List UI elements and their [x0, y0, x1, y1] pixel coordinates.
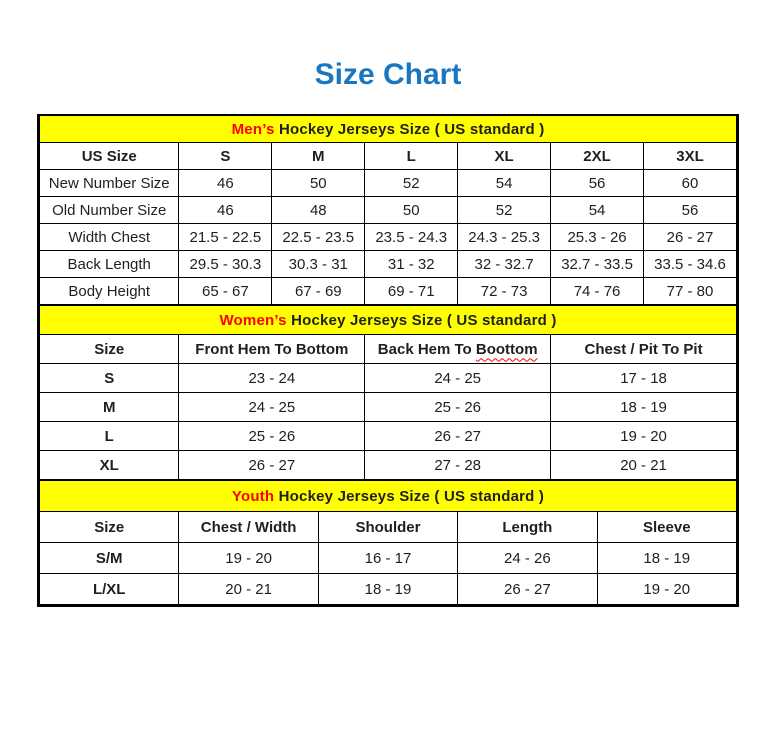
value-cell: 17 - 18: [551, 364, 737, 393]
value-cell: 30.3 - 31: [272, 251, 365, 278]
value-cell: 32.7 - 33.5: [551, 251, 644, 278]
header-cell: XL: [458, 143, 551, 170]
womens-banner-text: Hockey Jerseys Size ( US standard ): [291, 311, 557, 329]
row-label-cell: L/XL: [40, 574, 179, 605]
value-cell: 18 - 19: [551, 393, 737, 422]
womens-banner-accent-text: Women’s: [219, 311, 287, 329]
value-cell: 26 - 27: [644, 224, 737, 251]
mens-header-row: [40, 143, 737, 170]
misspelled-word: Boottom: [475, 340, 538, 358]
header-cell: M: [272, 143, 365, 170]
value-cell: 69 - 71: [365, 278, 458, 305]
value-cell: 54: [458, 170, 551, 197]
page-title: Size Chart: [314, 58, 462, 91]
womens-size-table: [39, 305, 737, 480]
table-row: [40, 393, 737, 422]
header-cell: S: [179, 143, 272, 170]
table-row: [40, 224, 737, 251]
table-row: [40, 278, 737, 305]
value-cell: 19 - 20: [551, 422, 737, 451]
row-label-cell: S: [40, 364, 179, 393]
mens-banner-accent-text: Men’s: [231, 120, 275, 138]
value-cell: 19 - 20: [179, 543, 318, 574]
value-cell: 29.5 - 30.3: [179, 251, 272, 278]
value-cell: 54: [551, 197, 644, 224]
value-cell: 22.5 - 23.5: [272, 224, 365, 251]
value-cell: 19 - 20: [597, 574, 736, 605]
value-cell: 48: [272, 197, 365, 224]
header-cell: L: [365, 143, 458, 170]
row-label-cell: Back Length: [40, 251, 179, 278]
header-cell: Size: [40, 512, 179, 543]
row-label-cell: L: [40, 422, 179, 451]
value-cell: 46: [179, 197, 272, 224]
value-cell: 18 - 19: [597, 543, 736, 574]
header-cell: Length: [458, 512, 597, 543]
row-label-cell: Width Chest: [40, 224, 179, 251]
value-cell: 26 - 27: [179, 451, 365, 480]
table-row: [40, 451, 737, 480]
youth-section-banner: [40, 481, 737, 512]
value-cell: 56: [644, 197, 737, 224]
table-row: [40, 170, 737, 197]
header-cell: US Size: [40, 143, 179, 170]
mens-section-banner: [40, 116, 737, 143]
youth-banner-accent-text: Youth: [231, 487, 275, 505]
value-cell: 60: [644, 170, 737, 197]
table-row: [40, 543, 737, 574]
row-label-cell: Body Height: [40, 278, 179, 305]
value-cell: 46: [179, 170, 272, 197]
value-cell: 23 - 24: [179, 364, 365, 393]
value-cell: 50: [272, 170, 365, 197]
value-cell: 27 - 28: [365, 451, 551, 480]
mens-size-table: [39, 116, 737, 305]
row-label-cell: XL: [40, 451, 179, 480]
value-cell: 50: [365, 197, 458, 224]
value-cell: 67 - 69: [272, 278, 365, 305]
value-cell: 20 - 21: [179, 574, 318, 605]
table-row: [40, 197, 737, 224]
table-row: [40, 574, 737, 605]
mens-banner-text: Hockey Jerseys Size ( US standard ): [278, 120, 545, 138]
value-cell: 23.5 - 24.3: [365, 224, 458, 251]
value-cell: 33.5 - 34.6: [644, 251, 737, 278]
value-cell: 24 - 26: [458, 543, 597, 574]
header-cell: Chest / Pit To Pit: [551, 335, 737, 364]
value-cell: 26 - 27: [458, 574, 597, 605]
header-cell: Chest / Width: [179, 512, 318, 543]
value-cell: 24.3 - 25.3: [458, 224, 551, 251]
value-cell: 32 - 32.7: [458, 251, 551, 278]
value-cell: 24 - 25: [179, 393, 365, 422]
value-cell: 20 - 21: [551, 451, 737, 480]
header-cell: Size: [40, 335, 179, 364]
header-cell: Sleeve: [597, 512, 736, 543]
value-cell: 52: [365, 170, 458, 197]
header-cell: [365, 335, 551, 364]
row-label-cell: M: [40, 393, 179, 422]
value-cell: 56: [551, 170, 644, 197]
value-cell: 16 - 17: [318, 543, 457, 574]
row-label-cell: Old Number Size: [40, 197, 179, 224]
youth-banner-text: Hockey Jerseys Size ( US standard ): [278, 487, 545, 505]
header-text: Back Hem To: [377, 340, 476, 358]
value-cell: 25 - 26: [179, 422, 365, 451]
row-label-cell: New Number Size: [40, 170, 179, 197]
value-cell: 52: [458, 197, 551, 224]
value-cell: 31 - 32: [365, 251, 458, 278]
value-cell: 74 - 76: [551, 278, 644, 305]
womens-header-row: [40, 335, 737, 364]
table-row: [40, 364, 737, 393]
value-cell: 24 - 25: [365, 364, 551, 393]
table-row: [40, 251, 737, 278]
youth-size-table: [39, 480, 737, 605]
header-cell: Front Hem To Bottom: [179, 335, 365, 364]
value-cell: 65 - 67: [179, 278, 272, 305]
value-cell: 25 - 26: [365, 393, 551, 422]
size-chart-page: [0, 58, 776, 607]
value-cell: 77 - 80: [644, 278, 737, 305]
header-cell: 2XL: [551, 143, 644, 170]
value-cell: 72 - 73: [458, 278, 551, 305]
row-label-cell: S/M: [40, 543, 179, 574]
table-row: [40, 422, 737, 451]
header-cell: 3XL: [644, 143, 737, 170]
size-chart-tables: [37, 114, 739, 607]
value-cell: 21.5 - 22.5: [179, 224, 272, 251]
value-cell: 18 - 19: [318, 574, 457, 605]
value-cell: 25.3 - 26: [551, 224, 644, 251]
youth-header-row: [40, 512, 737, 543]
value-cell: 26 - 27: [365, 422, 551, 451]
womens-section-banner: [40, 306, 737, 335]
header-cell: Shoulder: [318, 512, 457, 543]
